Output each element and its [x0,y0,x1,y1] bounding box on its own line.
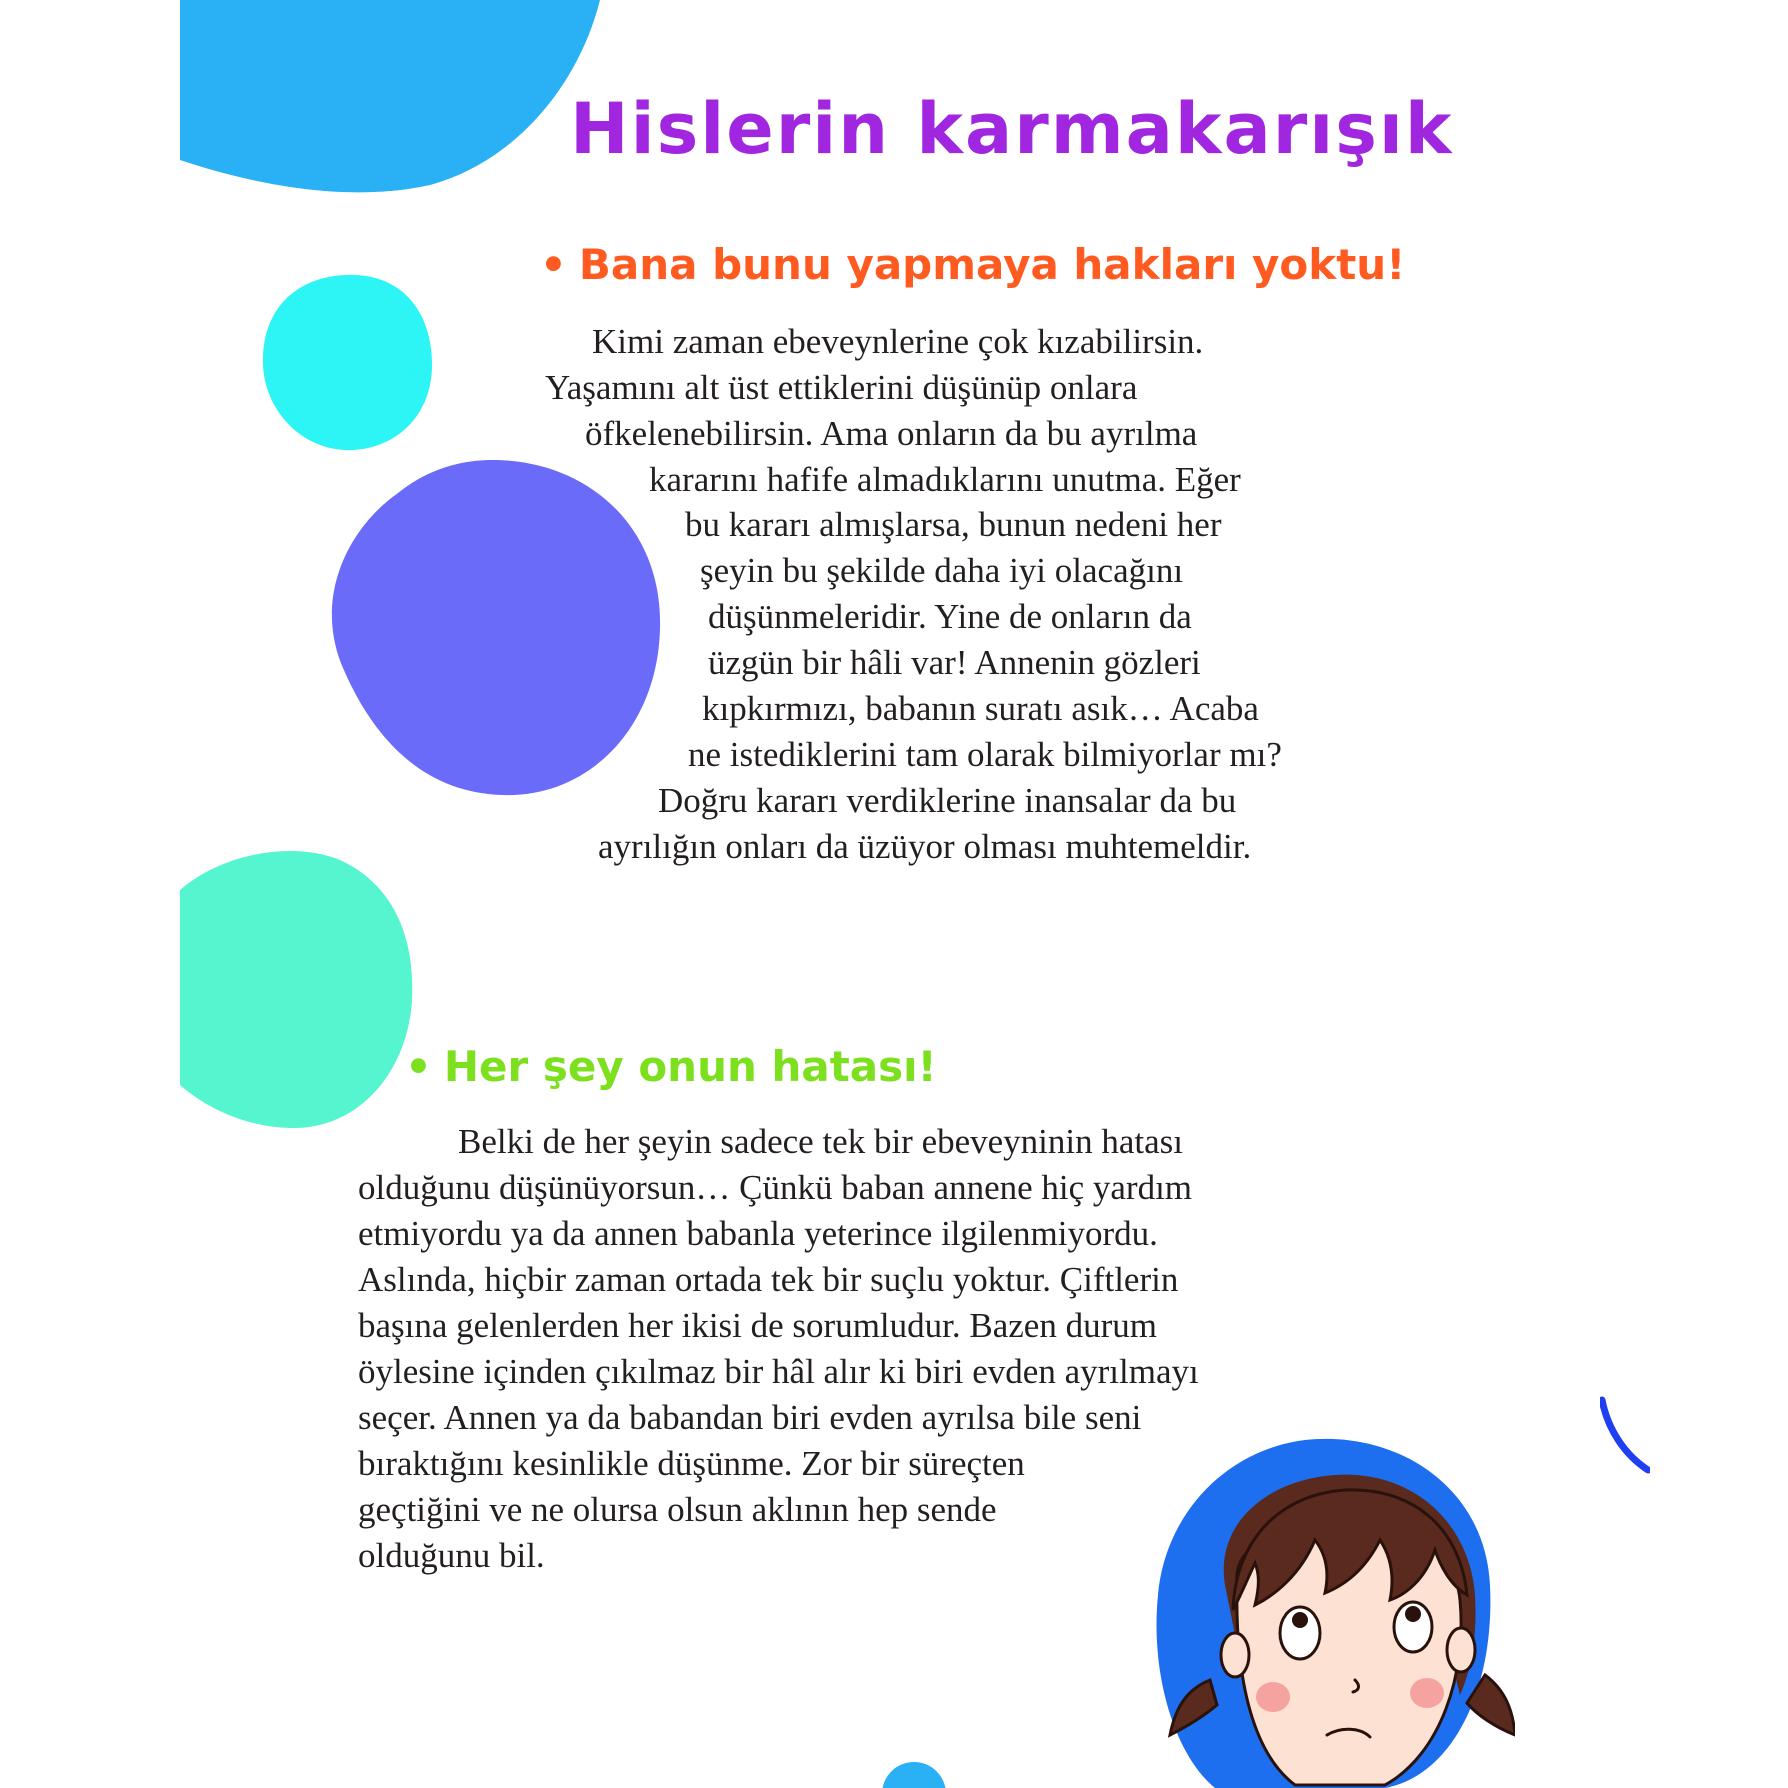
paragraph-line: Yaşamını alt üst ettiklerini düşünüp onlara [545,368,1138,407]
paragraph-line: etmiyordu ya da annen babanla yeterince ilgilenmiyordu. [358,1214,1158,1253]
paragraph-line: olduğunu bil. [358,1536,545,1575]
paragraph-line: üzgün bir hâli var! Annenin gözleri [708,643,1201,682]
paragraph-line: geçtiğini ve ne olursa olsun aklının hep sende [358,1490,997,1529]
paragraph-line: ayrılığın onları da üzüyor olması muhtemeldir. [598,827,1252,866]
paragraph-line: bıraktığını kesinlikle düşünme. Zor bir süreçten [358,1444,1025,1483]
paragraph-line: Belki de her şeyin sadece tek bir ebeveyninin hatası [458,1122,1184,1161]
paragraph-line: ne istediklerini tam olarak bilmiyorlar mı? [688,735,1282,774]
bullet-icon: • [405,1042,432,1091]
book-page [180,0,1650,1788]
page-number-badge [880,1760,948,1788]
paragraph-line: bu kararı almışlarsa, bunun nedeni her [685,505,1222,544]
page-title: Hislerin karmakarışık [570,88,1454,170]
paragraph-line: düşünmeleridir. Yine de onların da [708,597,1192,636]
paragraph-line: Kimi zaman ebeveynlerine çok kızabilirsin. [592,322,1204,361]
paragraph-line: olduğunu düşünüyorsun… Çünkü baban annene hiç yardım [358,1168,1193,1207]
paragraph-line: kararını hafife almadıklarını unutma. Eğer [649,460,1241,499]
paragraph-line: Aslında, hiçbir zaman ortada tek bir suçlu yoktur. Çiftlerin [358,1260,1179,1299]
paragraph-line: öylesine içinden çıkılmaz bir hâl alır ki biri evden ayrılmayı [358,1352,1199,1391]
paragraph-line: öfkelenebilirsin. Ama onların da bu ayrılma [585,414,1198,453]
section2-heading-text: Her şey onun hatası! [443,1042,937,1091]
section1-heading-text: Bana bunu yapmaya hakları yoktu! [578,240,1406,289]
paragraph-line: kıpkırmızı, babanın suratı asık… Acaba [702,689,1259,728]
bullet-icon: • [540,240,567,289]
decorative-arc [1600,1395,1650,1475]
paragraph-line: Doğru kararı verdiklerine inansalar da bu [658,781,1237,820]
paragraph-line: başına gelenlerden her ikisi de sorumludur. Bazen durum [358,1306,1157,1345]
paragraph-line: seçer. Annen ya da babandan biri evden ayrılsa bile seni [358,1398,1142,1437]
girl-face-icon [1155,1435,1515,1788]
paragraph-line: şeyin bu şekilde daha iyi olacağını [700,551,1184,590]
